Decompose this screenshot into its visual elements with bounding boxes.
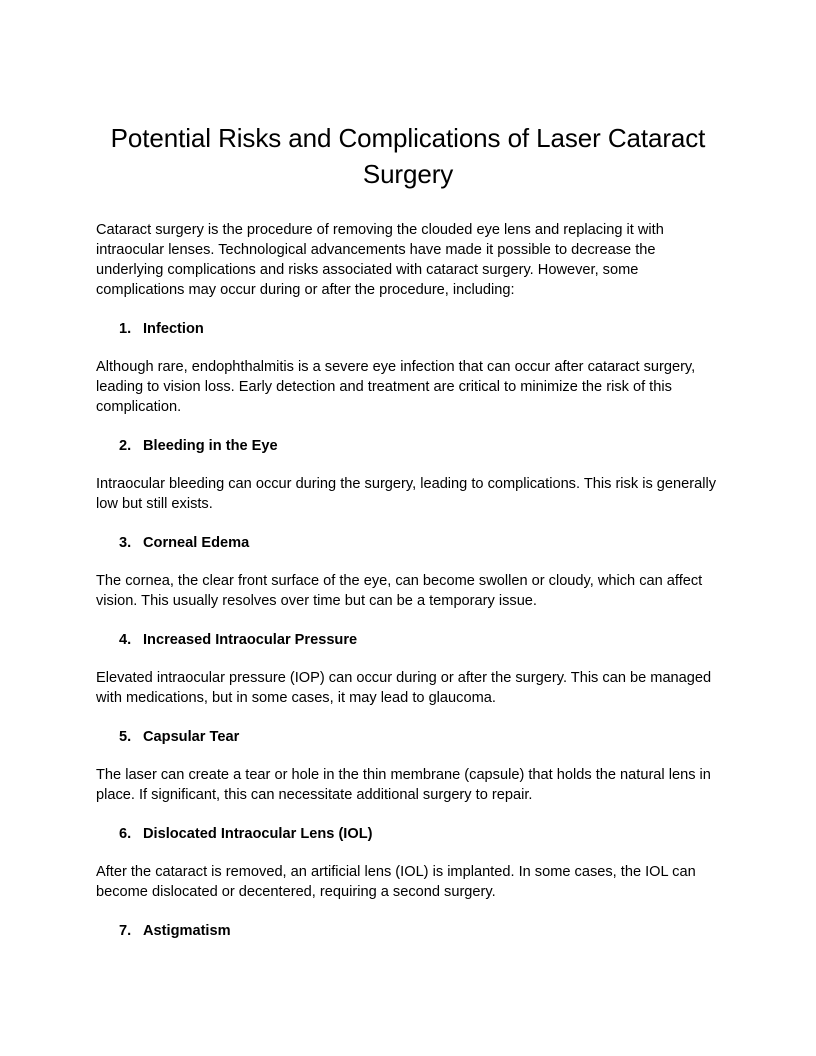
item-body: Elevated intraocular pressure (IOP) can occur during or after the surgery. This can be managed with medications, but in some cases, it may lead to glaucoma. [96,670,712,706]
item-number: 4. [119,632,132,648]
item-body: After the cataract is removed, an artificial lens (IOL) is implanted. In some cases, the IOL can become dislocated or decentered, requiring a second surgery. [96,864,696,900]
item-heading-text: Capsular Tear [143,729,240,745]
item-heading [96,824,720,844]
item-heading-text: Infection [143,321,204,337]
item-number: 3. [119,535,132,551]
list-item-bleeding [96,436,720,514]
item-body: The laser can create a tear or hole in the thin membrane (capsule) that holds the natural lens in place. If significant, this can necessitate additional surgery to repair. [96,767,711,803]
document-page [96,120,720,941]
item-body: Intraocular bleeding can occur during the surgery, leading to complications. This risk is generally low but still exists. [96,476,717,512]
item-number: 7. [119,923,132,939]
item-body: Although rare, endophthalmitis is a severe eye infection that can occur after cataract surgery, leading to vision loss. Early detection and treatment are critical to minimize the risk of this complication. [96,359,696,415]
item-body: The cornea, the clear front surface of the eye, can become swollen or cloudy, which can affect vision. This usually resolves over time but can be a temporary issue. [96,573,703,609]
list-item-capsular-tear [96,727,720,805]
item-heading [96,921,720,941]
item-heading-text: Increased Intraocular Pressure [143,632,358,648]
item-number: 6. [119,826,132,842]
item-number: 1. [119,321,132,337]
document-title: Potential Risks and Complications of Laser Cataract Surgery [110,123,706,189]
list-item-astigmatism [96,921,720,941]
item-heading [96,436,720,456]
intro-paragraph: Cataract surgery is the procedure of removing the clouded eye lens and replacing it with intraocular lenses. Technological advancements have made it possible to decrease the underlying complications and risks associated with cataract surgery. However, some complications may occur during or after the procedure, including: [96,222,664,298]
item-heading-text: Corneal Edema [143,535,250,551]
list-item-corneal-edema [96,533,720,611]
list-item-dislocated-iol [96,824,720,902]
item-heading [96,630,720,650]
item-heading [96,533,720,553]
item-number: 2. [119,438,132,454]
list-item-intraocular-pressure [96,630,720,708]
item-heading [96,727,720,747]
item-heading-text: Bleeding in the Eye [143,438,278,454]
item-heading [96,319,720,339]
list-item-infection [96,319,720,417]
item-number: 5. [119,729,132,745]
item-heading-text: Astigmatism [143,923,231,939]
item-heading-text: Dislocated Intraocular Lens (IOL) [143,826,373,842]
